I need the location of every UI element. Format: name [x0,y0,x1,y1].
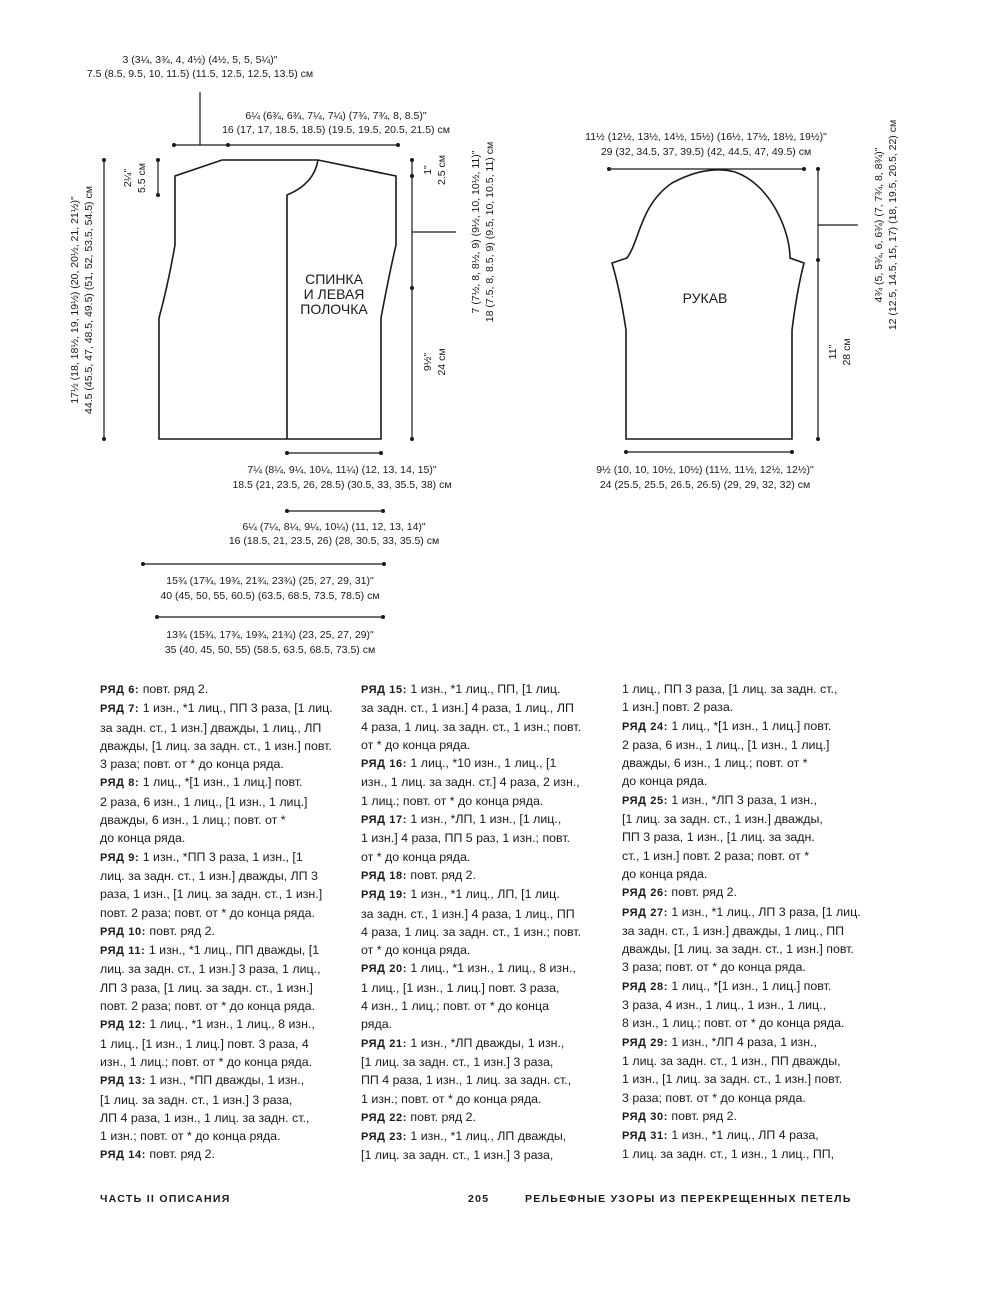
row-instruction [361,680,609,754]
row-text: повт. ряд 2. [410,1109,476,1124]
row-text: ЛП 3 раза, [1 лиц. за задн. ст., 1 изн.] [100,980,313,995]
row-instruction [361,1127,609,1165]
row-text: лиц. за задн. ст., 1 изн.] 3 раза, 1 лиц., [100,962,321,977]
row-text: ряда. [361,1017,393,1032]
row-instruction [100,773,348,847]
row-text: 4 раза, 1 лиц. за задн. ст., 1 изн.; повт. [361,719,582,734]
row-text: повт. 2 раза; повт. от * до конца ряда. [100,905,315,920]
row-text: 1 лиц. за задн. ст., 1 изн., 1 лиц., ПП, [622,1147,835,1162]
row-text: за задн. ст., 1 изн.] дважды, 1 лиц., ЛП [100,720,322,735]
row-text: [1 лиц. за задн. ст., 1 изн.] 3 раза, [361,1054,554,1069]
row-text: 1 лиц., *1 изн., 1 лиц., 8 изн., [410,961,576,976]
row-text: 1 изн., *ЛП 4 раза, 1 изн., [671,1034,817,1049]
back-label-2: И ЛЕВАЯ [303,286,365,302]
row-text: 1 лиц., *[1 изн., 1 лиц.] повт. [671,978,832,993]
row-number: РЯД 31: [622,1130,668,1143]
row-text: 1 изн.] 4 раза, ПП 5 раз, 1 изн.; повт. [361,831,571,846]
row-text: изн., 1 лиц. за задн. ст.] 4 раза, 2 изн., [361,775,580,790]
footer-section-title: ЧАСТЬ II ОПИСАНИЯ [100,1193,231,1205]
armhole-depth-dimension [410,176,456,290]
row-text: дважды, [1 лиц. за задн. ст., 1 изн.] повт. [100,738,332,753]
footer-chapter-title: РЕЛЬЕФНЫЕ УЗОРЫ ИЗ ПЕРЕКРЕЩЕННЫХ ПЕТЕЛЬ [525,1193,852,1205]
row-number: РЯД 15: [361,684,407,696]
total-length-label-2: 44.5 (45.5, 47, 48.5, 49.5) (51, 52, 53.5, 54.5) см [83,186,95,414]
side-length-label-2: 24 см [436,348,448,376]
row-instruction [622,1033,870,1107]
sleeve-top-label-2: 29 (32, 34.5, 37, 39.5) (42, 44.5, 47, 49.5) см [600,146,812,158]
row-text: раза, 1 изн., [1 лиц. за задн. ст., 1 изн.] [100,887,323,902]
total-length-label-1: 17½ (18, 18½, 19, 19½) (20, 20½, 21, 21½)" [69,196,81,404]
neck-width-label-1: 3 (3¼, 3¾, 4, 4½) (4½, 5, 5, 5¼)" [122,54,278,66]
row-text: 4 раза, 1 лиц. за задн. ст., 1 изн.; повт. [361,924,582,939]
row-text: 3 раза, 4 изн., 1 лиц., 1 изн., 1 лиц., [622,998,827,1013]
row-number: РЯД 18: [361,869,407,882]
row-number: РЯД 13: [100,1075,146,1088]
row-text: 1 лиц., *1 изн., 1 лиц., 8 изн., [149,1017,315,1032]
row-instruction [100,680,348,699]
row-number: РЯД 23: [361,1131,407,1144]
neck-depth-dimension [156,158,160,197]
row-text: 1 изн.; повт. от * до конца ряда. [361,1091,542,1106]
row-instruction [361,754,609,810]
row-number: РЯД 29: [622,1036,668,1049]
row-text: 1 изн., *1 лиц., ЛП, [1 лиц. [410,887,560,902]
front-band-label-2: 16 (18.5, 21, 23.5, 26) (28, 30.5, 33, 35.5) см [228,535,440,547]
hem-width-label-1: 13¾ (15¾, 17¾, 19¾, 21¾) (23, 25, 27, 29)" [166,629,374,641]
row-instruction [361,885,609,959]
row-instruction [361,1034,609,1108]
row-text: за задн. ст., 1 изн.] дважды, 1 лиц., ПП [622,923,845,938]
row-number: РЯД 8: [100,777,140,790]
row-number: РЯД 17: [361,814,407,827]
row-text: 2 раза, 6 изн., 1 лиц., [1 изн., 1 лиц.] [100,794,308,809]
row-number: РЯД 10: [100,925,146,938]
instructions-column-3 [622,680,870,1164]
row-text: 1 лиц., *[1 изн., 1 лиц.] повт. [142,775,303,790]
row-text: ПП 3 раза, 1 изн., [1 лиц. за задн. [622,830,815,845]
row-text: 1 изн., *ЛП, 1 изн., [1 лиц., [410,812,562,827]
row-text: до конца ряда. [622,774,708,789]
row-text: 1 изн., *1 лиц., ЛП 4 раза, [671,1128,819,1143]
cap-height-label-2: 12 (12.5, 14.5, 15, 17) (18, 19.5, 20.5, 22) см [887,119,899,331]
row-instruction [622,883,870,902]
front-hem-label-2: 18.5 (21, 23.5, 26, 28.5) (30.5, 33, 35.5, 38) см [232,479,452,491]
chest-width-dimension [141,562,386,566]
row-instruction [361,810,609,866]
row-text: 3 раза; повт. от * до конца ряда. [100,757,284,772]
neck-width-dimension [172,143,230,147]
row-text: ПП 4 раза, 1 изн., 1 лиц. за задн. ст., [361,1073,572,1088]
row-text: 1 лиц. за задн. ст., 1 изн., ПП дважды, [622,1053,841,1068]
front-band-dimension [285,509,385,513]
row-text: дважды, [1 лиц. за задн. ст., 1 изн.] повт. [622,942,854,957]
row-text: 1 изн., *1 лиц., ПП дважды, [1 [148,943,320,958]
row-instruction [100,941,348,1015]
row-text: 3 раза; повт. от * до конца ряда. [622,960,806,975]
row-text: [1 лиц. за задн. ст., 1 изн.] 3 раза, [100,1092,293,1107]
row-text: 1 лиц., ПП 3 раза, [1 лиц. за задн. ст., [622,682,838,696]
row-instruction [622,791,870,883]
instructions-column-1 [100,680,348,1165]
armhole-depth-label-1: 7 (7½, 8, 8½, 9) (9½, 10, 10½, 11)" [470,150,482,314]
side-length-dimension [410,288,414,441]
row-text: повт. 2 раза; повт. от * до конца ряда. [100,999,315,1014]
row-instruction [100,922,348,941]
neck-depth-label-1: 2¼" [122,168,134,188]
row-number: РЯД 30: [622,1110,668,1123]
sleeve-length-label-2: 28 см [841,338,853,366]
shoulder-width-label-1: 6¼ (6¾, 6¾, 7¼, 7¼) (7¾, 7¾, 8, 8.5)" [245,110,427,122]
shoulder-drop-dimension [410,158,414,178]
sleeve-length-label-1: 11" [827,344,839,360]
row-text: [1 лиц. за задн. ст., 1 изн.] дважды, [622,812,823,827]
row-text: 1 лиц., *[1 изн., 1 лиц.] повт. [671,718,832,733]
row-instruction [361,1108,609,1127]
row-instruction [622,903,870,977]
row-text: 1 изн.] повт. 2 раза. [622,700,734,715]
sleeve-label: РУКАВ [682,290,728,306]
row-text: [1 лиц. за задн. ст., 1 изн.] 3 раза, [361,1148,554,1163]
row-text: до конца ряда. [622,866,708,881]
row-text: 1 изн., [1 лиц. за задн. ст., 1 изн.] повт. [622,1072,843,1087]
row-instruction [100,848,348,922]
row-number: РЯД 11: [100,945,146,958]
row-text: 1 изн.; повт. от * до конца ряда. [100,1129,281,1144]
row-number: РЯД 20: [361,963,407,976]
row-number: РЯД 27: [622,906,668,919]
row-text: 1 изн., *1 лиц., ПП 3 раза, [1 лиц. [142,701,333,716]
row-text: 1 лиц., [1 изн., 1 лиц.] повт. 3 раза, [361,980,560,995]
cap-height-dimension [816,167,858,262]
row-text: 4 изн., 1 лиц.; повт. от * до конца [361,999,549,1014]
row-number: РЯД 16: [361,758,407,771]
shoulder-width-label-2: 16 (17, 17, 18.5, 18.5) (19.5, 19.5, 20.5, 21.5) см [222,124,450,136]
row-instruction [100,1145,348,1164]
row-instruction [622,717,870,791]
row-number: РЯД 24: [622,720,668,733]
row-text: за задн. ст., 1 изн.] 4 раза, 1 лиц., ЛП [361,701,574,716]
sleeve-bottom-label-2: 24 (25.5, 25.5, 26.5, 26.5) (29, 29, 32, 32) см [599,479,811,491]
neck-width-label-2: 7.5 (8.5, 9.5, 10, 11.5) (11.5, 12.5, 12.5, 13.5) см [86,68,314,80]
row-text: 2 раза, 6 изн., 1 лиц., [1 изн., 1 лиц.] [622,737,830,752]
row-number: РЯД 22: [361,1111,407,1124]
row-text: повт. ряд 2. [671,1108,737,1123]
row-text: 3 раза; повт. от * до конца ряда. [622,1090,806,1105]
row-text: 1 изн., *1 лиц., ЛП 3 раза, [1 лиц. [671,904,861,919]
row-instruction [361,866,609,885]
cap-height-label-1: 4¾ (5, 5¾, 6, 6¾) (7, 7¾, 8, 8¾)" [873,147,885,303]
row-text: 1 изн., *ЛП дважды, 1 изн., [410,1035,565,1050]
row-text: от * до конца ряда. [361,849,471,864]
row-instruction [100,699,348,773]
row-text: за задн. ст., 1 изн.] 4 раза, 1 лиц., ПП [361,906,575,921]
shoulder-drop-label-2: 2.5 см [436,155,448,185]
chest-width-label-2: 40 (45, 50, 55, 60.5) (63.5, 68.5, 73.5, 78.5) см [160,590,380,602]
row-instruction [622,680,870,717]
row-text: повт. ряд 2. [410,867,476,882]
row-number: РЯД 28: [622,980,668,993]
row-text: повт. ряд 2. [149,1147,215,1162]
row-instruction [622,977,870,1033]
instructions-column-2 [361,680,609,1165]
row-text: ЛП 4 раза, 1 изн., 1 лиц. за задн. ст., [100,1110,310,1125]
back-label-1: СПИНКА [305,271,363,287]
row-number: РЯД 9: [100,851,140,864]
row-text: повт. ряд 2. [149,923,215,938]
row-text: 1 изн., *1 лиц., ПП, [1 лиц. [410,682,561,696]
row-text: повт. ряд 2. [671,885,737,900]
row-text: 1 изн., *ПП 3 раза, 1 изн., [1 [142,849,303,864]
row-instruction [100,1015,348,1071]
row-text: 1 лиц.; повт. от * до конца ряда. [361,793,544,808]
front-hem-dimension [285,451,383,455]
row-number: РЯД 7: [100,703,140,716]
hem-width-dimension [155,615,385,619]
total-length-dimension [102,158,106,441]
neck-depth-label-2: 5.5 см [136,163,148,193]
armhole-depth-label-2: 18 (7.5, 8, 8.5, 9) (9.5, 10, 10.5, 11) см [484,141,496,323]
row-text: лиц. за задн. ст., 1 изн.] дважды, ЛП 3 [100,868,318,883]
row-text: 1 изн., *ПП дважды, 1 изн., [149,1073,305,1088]
row-text: повт. ряд 2. [142,682,209,696]
row-number: РЯД 26: [622,887,668,900]
row-text: дважды, 6 изн., 1 лиц.; повт. от * [100,813,286,828]
row-text: изн., 1 лиц.; повт. от * до конца ряда. [100,1054,313,1069]
row-number: РЯД 19: [361,889,407,902]
row-text: от * до конца ряда. [361,943,471,958]
row-text: до конца ряда. [100,831,186,846]
row-text: 8 изн., 1 лиц.; повт. от * до конца ряда. [622,1016,845,1031]
row-number: РЯД 14: [100,1149,146,1162]
side-length-label-1: 9½" [422,352,434,372]
row-text: 1 изн., *ЛП 3 раза, 1 изн., [671,792,817,807]
sleeve-top-label-1: 11½ (12½, 13½, 14½, 15½) (16½, 17½, 18½, 19½)" [585,131,827,143]
shoulder-width-dimension [229,143,400,147]
row-text: ст., 1 изн.] повт. 2 раза; повт. от * [622,848,810,863]
row-number: РЯД 12: [100,1019,146,1032]
sleeve-length-dimension [816,260,820,441]
footer-page-number: 205 [468,1193,490,1205]
row-instruction [622,1107,870,1126]
row-instruction [622,1126,870,1164]
back-label-3: ПОЛОЧКА [300,301,368,317]
row-text: дважды, 6 изн., 1 лиц.; повт. от * [622,756,808,771]
sleeve-bottom-label-1: 9½ (10, 10, 10½, 10½) (11½, 11½, 12½, 12½)" [596,464,814,476]
row-text: от * до конца ряда. [361,737,471,752]
hem-width-label-2: 35 (40, 45, 50, 55) (58.5, 63.5, 68.5, 73.5) см [164,644,376,656]
row-number: РЯД 21: [361,1037,407,1050]
row-instruction [361,959,609,1033]
chest-width-label-1: 15¾ (17¾, 19¾, 21¾, 23¾) (25, 27, 29, 31)" [166,575,374,587]
shoulder-drop-label-1: 1" [422,165,434,175]
row-text: 1 изн., *1 лиц., ЛП дважды, [410,1129,567,1144]
row-number: РЯД 6: [100,684,140,696]
sleeve-bottom-dimension [624,450,794,454]
front-band-label-1: 6¼ (7¼, 8¼, 9¼, 10¼) (11, 12, 13, 14)" [242,521,426,533]
row-text: 1 лиц., *10 изн., 1 лиц., [1 [410,756,557,771]
row-number: РЯД 25: [622,794,668,807]
front-hem-label-1: 7¼ (8¼, 9¼, 10¼, 11¼) (12, 13, 14, 15)" [247,464,437,476]
row-instruction [100,1071,348,1145]
row-text: 1 лиц., [1 изн., 1 лиц.] повт. 3 раза, 4 [100,1036,309,1051]
